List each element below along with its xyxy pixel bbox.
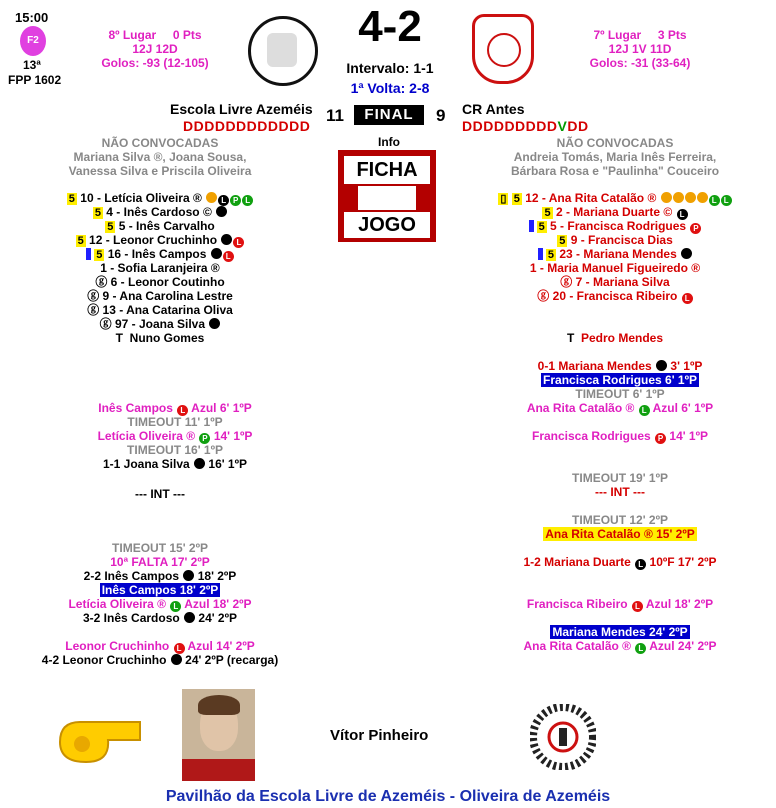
home-not-called: Vanessa Silva e Priscila Oliveira xyxy=(68,164,252,178)
event: Leonor Cruchinho L Azul 14' 2ºP xyxy=(65,639,255,653)
home-player[interactable]: 5 12 - Leonor Cruchinho L xyxy=(15,233,305,248)
away-player[interactable]: ⓖ 20 - Francisca Ribeiro L xyxy=(470,289,760,304)
event-goal: 2-2 Inês Campos 18' 2ºP xyxy=(83,569,237,583)
away-record: 12J 1V 11D xyxy=(608,42,672,56)
away-player[interactable]: 5 5 - Francisca Rodrigues P xyxy=(470,219,760,234)
whistle-icon xyxy=(50,712,150,764)
home-not-called: Mariana Silva ®, Joana Sousa, xyxy=(73,150,247,164)
match-status: FINAL xyxy=(354,105,424,125)
info-label: Info xyxy=(378,135,400,149)
event-goal: 1-2 Mariana Duarte L 10ºF 17' 2ºP xyxy=(523,555,717,569)
home-player[interactable]: 5 10 - Letícia Oliveira ® L P L xyxy=(15,191,305,206)
venue: Pavilhão da Escola Livre de Azeméis - Oliveira de Azeméis xyxy=(165,788,611,805)
home-player[interactable]: ⓖ 6 - Leonor Coutinho xyxy=(95,275,225,289)
away-player[interactable]: ▯ 5 12 - Ana Rita Catalão ® L L xyxy=(470,191,760,206)
event-timeout: TIMEOUT 15' 2ºP xyxy=(112,541,208,555)
home-player[interactable]: 1 - Sofia Laranjeira ® xyxy=(100,261,220,275)
event: Ana Rita Catalão ® L Azul 24' 2ºP xyxy=(523,639,717,653)
away-team-name[interactable]: CR Antes xyxy=(462,101,525,117)
home-position: 8º Lugar 0 Pts xyxy=(108,28,202,42)
home-player[interactable]: ⓖ 97 - Joana Silva xyxy=(15,317,305,331)
home-player[interactable]: 5 16 - Inês Campos L xyxy=(15,247,305,262)
away-player[interactable]: 5 23 - Mariana Mendes xyxy=(470,247,760,261)
event: Francisca Ribeiro L Azul 18' 2ºP xyxy=(526,597,714,611)
home-not-called-title: NÃO CONVOCADAS xyxy=(101,136,219,150)
event: Inês Campos L Azul 6' 1ºP xyxy=(98,401,252,415)
home-team-name[interactable]: Escola Livre Azeméis xyxy=(170,101,313,117)
event: Ana Rita Catalão ® L Azul 6' 1ºP xyxy=(526,401,714,415)
event: Letícia Oliveira ® P 14' 1ºP xyxy=(97,429,253,443)
event-foul: 10ª FALTA 17' 2ºP xyxy=(110,555,210,569)
home-form: DDDDDDDDDDDD xyxy=(183,118,311,134)
away-form: DDDDDDDDDVDD xyxy=(462,118,589,134)
event-goal: 3-2 Inês Cardoso 24' 2ºP xyxy=(83,611,237,625)
event-goal: 4-2 Leonor Cruchinho 24' 2ºP (recarga) xyxy=(41,653,279,667)
event-highlight: Ana Rita Catalão ® 15' 2ºP xyxy=(545,527,695,541)
event: Letícia Oliveira ® L Azul 18' 2ºP xyxy=(68,597,252,611)
score: 4-2 xyxy=(358,2,422,51)
home-player[interactable]: 5 4 - Inês Cardoso © xyxy=(15,205,305,219)
away-team-crest[interactable] xyxy=(472,14,534,84)
referee-photo xyxy=(182,689,255,781)
away-position: 7º Lugar 3 Pts xyxy=(593,28,687,42)
event-highlight: Mariana Mendes 24' 2ºP xyxy=(552,625,688,639)
home-player[interactable]: ⓖ 13 - Ana Catarina Oliva xyxy=(87,303,233,317)
event-timeout: TIMEOUT 19' 1ºP xyxy=(572,471,668,485)
event-timeout: TIMEOUT 12' 2ºP xyxy=(572,513,668,527)
home-goals: Golos: -93 (12-105) xyxy=(101,56,209,70)
away-coach[interactable]: T Pedro Mendes xyxy=(566,331,664,345)
event-timeout: TIMEOUT 16' 1ºP xyxy=(127,443,223,457)
event-goal: 0-1 Mariana Mendes 3' 1ºP xyxy=(537,359,703,373)
away-player[interactable]: ⓖ 7 - Mariana Silva xyxy=(560,275,670,289)
referee-name: Vítor Pinheiro xyxy=(330,727,429,744)
interval-score: Intervalo: 1-1 xyxy=(346,60,434,76)
home-player[interactable]: 5 5 - Inês Carvalho xyxy=(107,219,215,233)
event-highlight: Francisca Rodrigues 6' 1ºP xyxy=(543,373,697,387)
away-player[interactable]: 1 - Maria Manuel Figueiredo ® xyxy=(529,261,701,275)
round-number: 13ª xyxy=(23,58,41,72)
away-player[interactable]: 5 2 - Mariana Duarte © L xyxy=(470,205,760,220)
home-fouls: 11 xyxy=(326,106,344,125)
event-goal: 1-1 Joana Silva 16' 1ºP xyxy=(102,457,247,471)
event-timeout: TIMEOUT 11' 1ºP xyxy=(127,415,223,429)
away-fouls: 9 xyxy=(436,106,446,125)
match-time: 15:00 xyxy=(15,10,49,25)
home-record: 12J 12D xyxy=(132,42,178,56)
away-goals: Golos: -31 (33-64) xyxy=(589,56,691,70)
home-coach[interactable]: T Nuno Gomes xyxy=(115,331,205,345)
away-player[interactable]: 5 9 - Francisca Dias xyxy=(559,233,673,247)
event: Francisca Rodrigues P 14' 1ºP xyxy=(531,429,708,443)
home-team-crest[interactable] xyxy=(248,16,318,86)
event-highlight: Inês Campos 18' 2ºP xyxy=(101,583,219,597)
event-interval: --- INT --- xyxy=(595,485,645,499)
referee-association-logo xyxy=(530,704,596,770)
away-not-called: Bárbara Rosa e "Paulinha" Couceiro xyxy=(510,164,720,178)
home-player[interactable]: ⓖ 9 - Ana Carolina Lestre xyxy=(87,289,233,303)
ficha-jogo-logo[interactable]: FICHA JOGO xyxy=(338,150,436,242)
away-not-called: Andreia Tomás, Maria Inês Ferreira, xyxy=(513,150,717,164)
fpp-code: FPP 1602 xyxy=(8,73,62,87)
first-leg-score: 1ª Volta: 2-8 xyxy=(350,80,430,96)
event-timeout: TIMEOUT 6' 1ºP xyxy=(575,387,665,401)
league-logo: F2 xyxy=(20,26,46,56)
event-interval: --- INT --- xyxy=(135,487,185,501)
away-not-called-title: NÃO CONVOCADAS xyxy=(556,136,674,150)
